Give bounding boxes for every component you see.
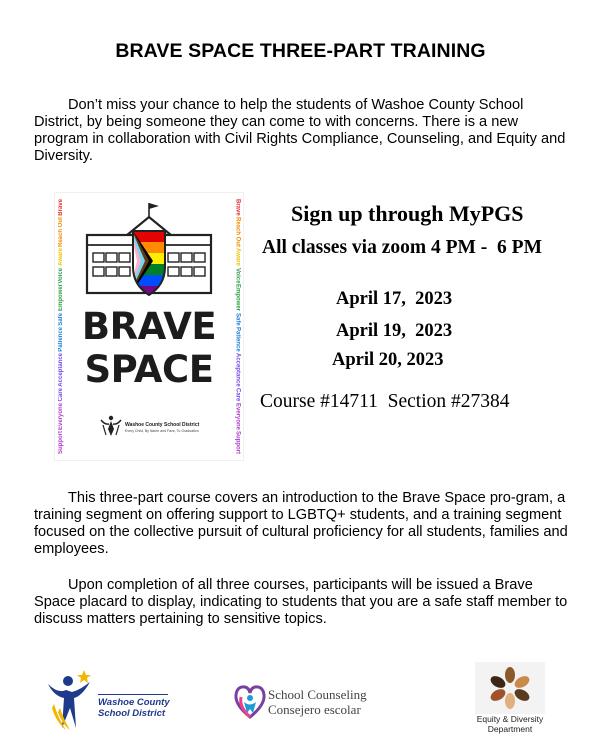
side-word: Voice: [234, 267, 241, 284]
side-word: Empower: [234, 284, 241, 312]
side-word: Safe: [234, 312, 241, 326]
intro-text: Don’t miss your chance to help the students of Washoe County School District, by being someone they can come to with concerns. There is a new program in collaboration with Civil Rights Compliance, Counseling, and Equity and Diversity.: [34, 97, 566, 164]
equity-diversity-hands-icon: [475, 662, 545, 714]
wcsd-divider: [98, 694, 168, 695]
side-word: Brave: [57, 199, 64, 216]
brave-space-poster: [55, 193, 243, 460]
side-word: Support: [57, 430, 64, 454]
school-counseling-text: [268, 687, 367, 717]
sc-line2: Consejero escolar: [268, 702, 361, 717]
page-title: BRAVE SPACE THREE-PART TRAINING: [115, 40, 486, 62]
sc-line1: School Counseling: [268, 687, 367, 702]
date-1: April 17, 2023: [336, 289, 453, 309]
equity-diversity-text: [462, 714, 558, 734]
wcsd-logo-text: [98, 697, 170, 719]
wcsd-figure-icon: [99, 415, 123, 437]
wcsd-logo-icon: [46, 668, 98, 734]
side-word: Care: [57, 387, 64, 402]
signup-heading: Sign up through MyPGS: [291, 201, 524, 226]
date-2: April 19, 2023: [336, 321, 453, 341]
side-word: Safe: [57, 312, 64, 326]
wcsd-line1: Washoe County: [98, 697, 170, 708]
side-word: Everyone: [57, 402, 64, 430]
poster-word-space: SPACE: [84, 348, 214, 391]
ed-line1: Equity & Diversity: [476, 714, 544, 724]
poster-word-brave: BRAVE: [81, 305, 217, 348]
side-word: Support: [234, 430, 241, 454]
school-building-icon: [77, 201, 221, 297]
completion-paragraph: [34, 577, 576, 628]
side-word: Aware: [234, 248, 241, 267]
side-word: Care: [234, 387, 241, 402]
side-word: Patience: [57, 326, 64, 352]
classes-time: All classes via zoom 4 PM - 6 PM: [262, 237, 542, 258]
side-word: Voice: [57, 267, 64, 284]
school-counseling-heart-icon: [233, 683, 267, 721]
side-word: Reach Out: [234, 217, 241, 248]
date-3: April 20, 2023: [332, 350, 444, 370]
side-word: Everyone: [234, 402, 241, 430]
ed-line2: Department: [487, 724, 533, 734]
course-description-text: This three-part course covers an introduction to the Brave Space pro-gram, a training segment on offering support to LGBTQ+ students, and a training segment focused on the collective pursuit of cultural proficiency for all students, families and employees.: [34, 490, 568, 557]
side-word: Aware: [57, 248, 64, 267]
course-description-paragraph: [34, 490, 576, 558]
poster-logo-name: Washoe County School District: [125, 422, 200, 428]
course-section: Course #14711 Section #27384: [260, 391, 510, 412]
side-word: Brave: [234, 199, 241, 216]
completion-text: Upon completion of all three courses, participants will be issued a Brave Space placard to display, indicating to students that you are a safe staff member to discuss matters pertaining to sensitive topics.: [34, 577, 568, 627]
intro-paragraph: [34, 97, 576, 165]
side-word: Acceptance: [234, 352, 241, 387]
side-word: Acceptance: [57, 352, 64, 387]
wcsd-line2: School District: [98, 708, 166, 719]
poster-logo-tagline: Every Child, By Name and Face, To Graduation: [125, 429, 199, 433]
side-word: Reach Out: [57, 217, 64, 248]
side-word: Patience: [234, 326, 241, 352]
side-word: Empower: [57, 284, 64, 312]
